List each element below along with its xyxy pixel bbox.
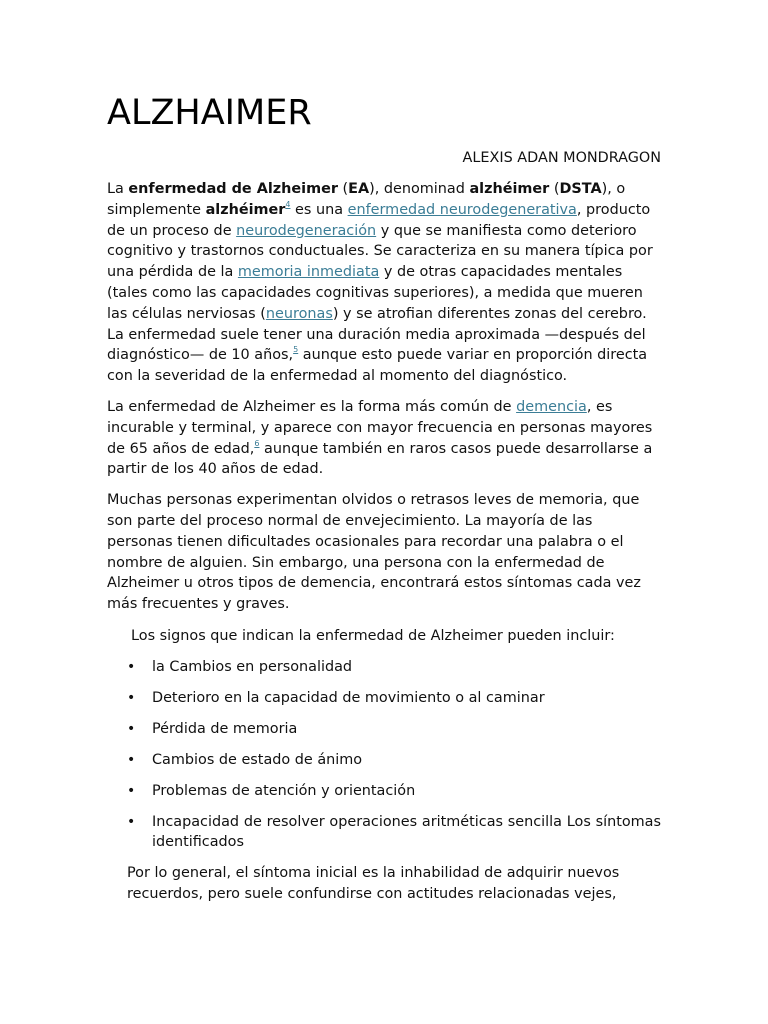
list-item-text: Deterioro en la capacidad de movimiento o al caminar xyxy=(152,689,545,706)
signs-intro: Los signos que indican la enfermedad de Alzheimer pueden incluir: xyxy=(131,627,615,644)
link-neuronas[interactable]: neuronas xyxy=(265,305,333,322)
bullet-icon: • xyxy=(127,782,136,799)
text-run: aunque también en raros casos puede desarrollarse a partir de los 40 años de edad. xyxy=(107,440,653,478)
footnote-ref[interactable]: 5 xyxy=(293,345,299,355)
document-body xyxy=(107,88,661,905)
bold-term: DSTA xyxy=(559,181,602,197)
bullet-icon: • xyxy=(127,813,136,830)
signs-list xyxy=(107,657,661,854)
text-run: aunque esto puede variar en proporción directa con la severidad de la enfermedad al momento del diagnóstico. xyxy=(107,347,648,385)
text-run: La enfermedad de Alzheimer es la forma más común de xyxy=(107,398,517,415)
link-memoria-inmediata[interactable]: memoria inmediata xyxy=(237,264,380,281)
text-run: es una xyxy=(290,201,348,218)
link-demencia[interactable]: demencia xyxy=(516,398,587,415)
list-item xyxy=(107,657,661,678)
list-item xyxy=(107,750,661,771)
link-enfermedad-neurodegenerativa[interactable]: enfermedad neurodegenerativa xyxy=(347,201,577,218)
list-item-text: la Cambios en personalidad xyxy=(152,658,353,675)
bold-term: EA xyxy=(348,181,370,197)
bold-term: alzhéimer xyxy=(205,201,286,218)
bullet-icon: • xyxy=(127,751,136,768)
footnote-ref[interactable]: 4 xyxy=(285,199,291,209)
text-run: ) y se atrofian diferentes zonas del cerebro. La enfermedad suele tener una duración media aproximada —después del diagnóstico— de 10 años, xyxy=(107,305,647,364)
list-item xyxy=(107,719,661,740)
paragraph-definition xyxy=(107,179,661,387)
paragraph-memory: Muchas personas experimentan olvidos o retrasos leves de memoria, que son parte del proceso normal de envejecimiento. La mayoría de las personas tienen dificultades ocasionales para recordar una palabra o el nombre de alguien. Sin embargo, una persona con la enfermedad de Alzheimer u otros tipos de demencia, encontrará estos síntomas cada vez más frecuentes y graves. xyxy=(107,492,641,613)
list-item-text: Problemas de atención y orientación xyxy=(152,782,416,799)
document-title: ALZHAIMER xyxy=(107,93,312,133)
author-name: ALEXIS ADAN MONDRAGON xyxy=(462,150,661,166)
text-run: ), denominad xyxy=(369,181,470,197)
list-item xyxy=(107,812,661,854)
text-run: ( xyxy=(549,181,560,197)
link-neurodegeneracion[interactable]: neurodegeneración xyxy=(236,222,377,239)
list-item xyxy=(107,781,661,802)
text-run: y de otras capacidades mentales (tales como las capacidades cognitivas superiores), a medida que mueren las células nerviosas ( xyxy=(107,264,643,322)
list-item-text: Cambios de estado de ánimo xyxy=(152,751,363,768)
bullet-icon: • xyxy=(127,689,136,706)
text-run: ( xyxy=(337,181,349,197)
list-item-text: Incapacidad de resolver operaciones aritméticas sencilla Los síntomas identificados xyxy=(152,813,661,851)
text-run: , producto de un proceso de xyxy=(107,201,651,239)
text-run: y que se manifiesta como deterioro cognitivo y trastornos conductuales. Se caracteriza en su manera típica por una pérdida de la xyxy=(107,222,653,281)
text-run: , es incurable y terminal, y aparece con mayor frecuencia en personas mayores de 65 años de edad, xyxy=(107,398,653,457)
bullet-icon: • xyxy=(127,720,136,737)
paragraph-initial-symptom: Por lo general, el síntoma inicial es la inhabilidad de adquirir nuevos recuerdos, pero suele confundirse con actitudes relacionadas vejes, xyxy=(127,865,620,903)
list-item xyxy=(107,688,661,709)
text-run: La xyxy=(107,181,129,197)
bold-term: enfermedad de Alzheimer xyxy=(128,181,338,197)
footnote-ref[interactable]: 6 xyxy=(254,438,260,448)
bold-term: alzhéimer xyxy=(469,181,550,197)
paragraph-prevalence xyxy=(107,397,661,480)
list-item-text: Pérdida de memoria xyxy=(152,720,298,737)
bullet-icon: • xyxy=(127,658,136,675)
text-run: ), o simplemente xyxy=(107,181,626,218)
